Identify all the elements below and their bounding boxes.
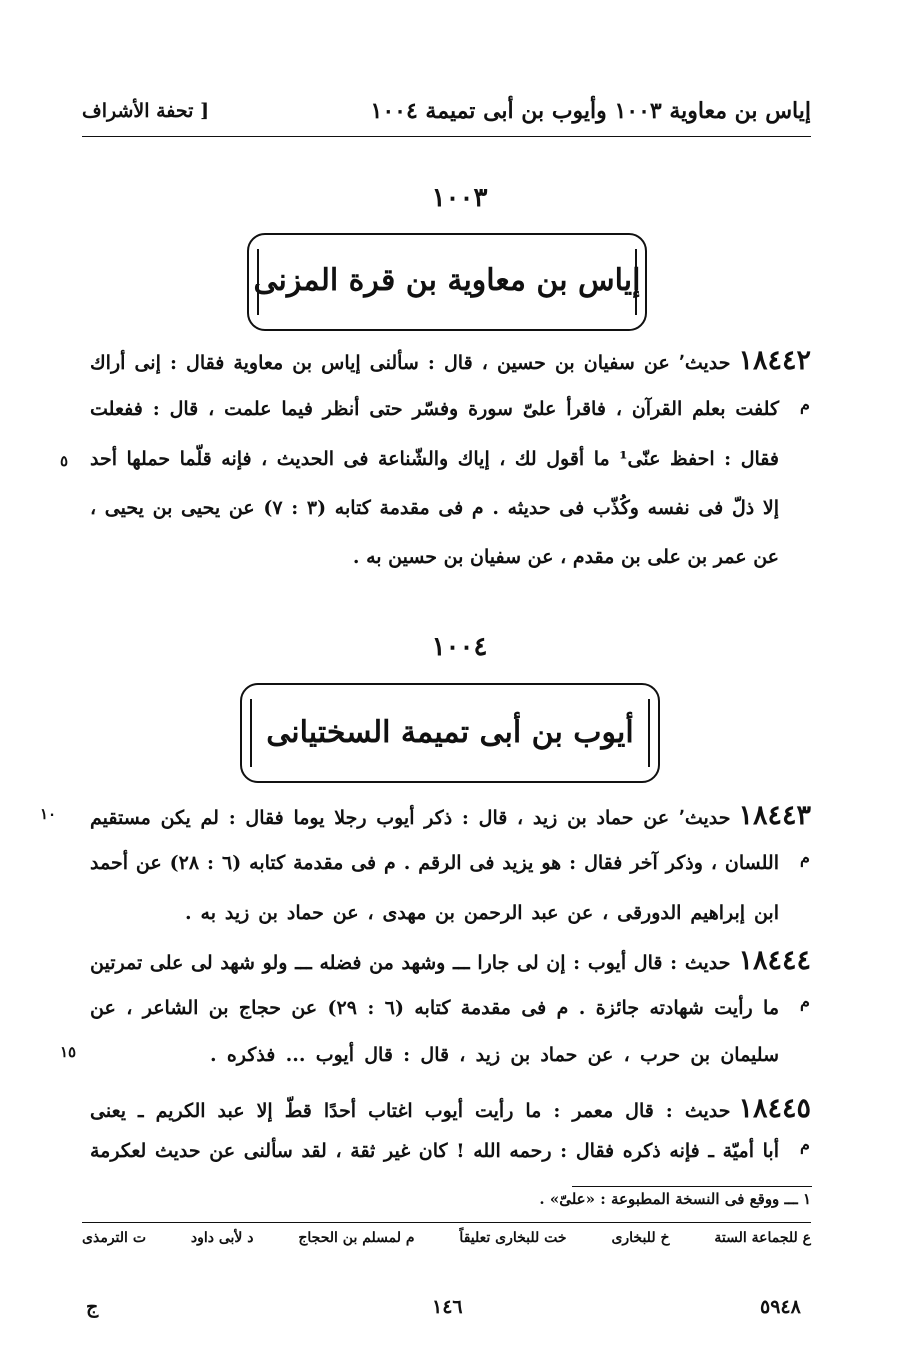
section-title-box <box>240 683 660 783</box>
sigla-rule <box>82 1222 811 1223</box>
hadith-line: ١٨٤٤٣حديث٬ عن حماد بن زيد ، قال : ذكر أيوب رجلا يوما فقال : لم يكن مستقيم <box>90 800 811 831</box>
hadith-line: ١٨٤٤٤حديث : قال أيوب : إن لى جارا ـــ وشهد من فضله ـــ ولو شهد لى على تمرتين <box>90 945 811 976</box>
hadith-line: اللسان ، وذكر آخر فقال : هو يزيد فى الرقم . م فى مقدمة كتابه (٦ : ٢٨) عن أحمد <box>90 852 779 874</box>
page-number: ١٤٦ <box>432 1296 463 1318</box>
section-number: ١٠٠٣ <box>431 183 488 213</box>
margin-mark: م <box>800 395 810 414</box>
hadith-line: كلفت بعلم القرآن ، فاقرأ علىّ سورة وفسّر حتى أنظر فيما علمت ، قال : ففعلت <box>90 398 779 420</box>
hadith-line: سليمان بن حرب ، عن حماد بن زيد ، قال : قال أيوب ... فذكره . <box>210 1044 779 1066</box>
section-title: أيوب بن أبى تميمة السختيانى <box>266 715 634 750</box>
line-number: ١٠ <box>40 805 57 823</box>
footnote-rule <box>572 1186 812 1187</box>
tuhfa-number: ٥٩٤٨ <box>760 1296 801 1318</box>
hadith-line: ١٨٤٤٢حديث٬ عن سفيان بن حسين ، قال : سألنى إياس بن معاوية فقال : إنى أراك <box>90 345 811 376</box>
hadith-line: عن عمر بن على بن مقدم ، عن سفيان بن حسين به . <box>352 546 779 568</box>
hadith-line: ١٨٤٤٥حديث : قال معمر : ما رأيت أيوب اغتاب أحدًا قطّ إلا عبد الكريم ـ يعنى <box>90 1093 811 1124</box>
footnote: ١ ـــ ووقع فى النسخة المطبوعة : «علىّ» . <box>539 1190 811 1208</box>
hadith-line: ما رأيت شهادته جائزة . م فى مقدمة كتابه (٦ : ٢٩) عن حجاج بن الشاعر ، عن <box>90 997 780 1019</box>
margin-mark: م <box>800 992 810 1011</box>
hadith-number: ١٨٤٤٣ <box>738 800 811 831</box>
section-number: ١٠٠٤ <box>431 632 488 662</box>
line-number: ٥ <box>60 452 69 470</box>
section-title: إياس بن معاوية بن قرة المزنى <box>253 263 641 298</box>
hadith-number: ١٨٤٤٢ <box>738 345 811 376</box>
margin-mark: م <box>800 848 810 867</box>
siglum: خ للبخارى <box>611 1230 670 1246</box>
siglum: م لمسلم بن الحجاج <box>298 1230 415 1246</box>
hadith-line: فقال : احفظ عنّى¹ ما أقول لك ، إياك والشّناعة فى الحديث ، فإنه قلّما حملها أحد <box>90 448 779 470</box>
running-header <box>82 98 811 132</box>
siglum: ع للجماعة الستة <box>714 1230 811 1246</box>
siglum: خت للبخارى تعليقاً <box>459 1230 567 1246</box>
siglum: ت الترمذى <box>82 1230 146 1246</box>
book-title: [ تحفة الأشراف <box>82 100 210 122</box>
line-number: ١٥ <box>60 1043 77 1061</box>
hadith-line: ابن إبراهيم الدورقى ، عن عبد الرحمن بن مهدى ، عن حماد بن زيد به . <box>185 902 779 924</box>
margin-mark: م <box>800 1135 810 1154</box>
hadith-number: ١٨٤٤٤ <box>738 945 811 976</box>
volume-code: ج <box>86 1296 99 1318</box>
hadith-line: أبا أميّة ـ فإنه ذكره فقال : رحمه الله ! كان غير ثقة ، لقد سألنى عن حديث لعكرمة <box>90 1140 779 1162</box>
running-title: إياس بن معاوية ١٠٠٣ وأيوب بن أبى تميمة ١٠٠٤ <box>370 98 811 124</box>
header-rule <box>82 136 811 137</box>
section-title-box <box>247 233 647 331</box>
siglum: د لأبى داود <box>190 1230 254 1246</box>
hadith-line: إلا ذلّ فى نفسه وكُذّب فى حديثه . م فى مقدمة كتابه (٣ : ٧) عن يحيى بن يحيى ، <box>90 497 780 519</box>
hadith-number: ١٨٤٤٥ <box>738 1093 811 1124</box>
sigla-legend <box>82 1230 811 1246</box>
